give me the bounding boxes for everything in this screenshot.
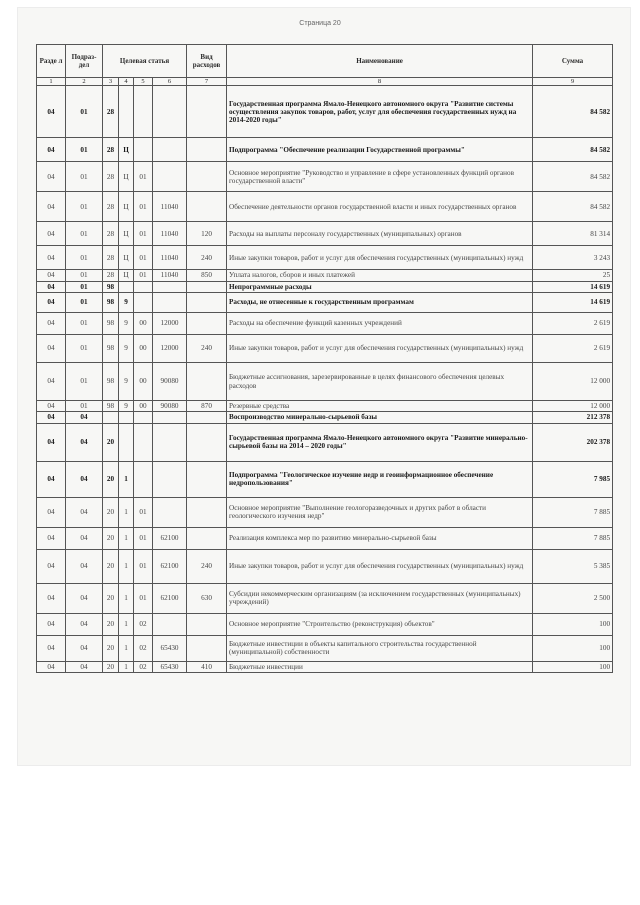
cell-razdel: 04 <box>37 527 66 549</box>
cell-expense-type <box>187 281 227 292</box>
cell-expense-type <box>187 613 227 635</box>
cell-target-program <box>103 412 119 423</box>
cell-name: Обеспечение деятельности органов государственной власти и иных государственных органов <box>227 192 533 222</box>
cell-sum: 84 582 <box>533 162 613 192</box>
cell-target-program: 20 <box>103 635 119 661</box>
cell-razdel: 04 <box>37 613 66 635</box>
table-row <box>37 363 613 401</box>
cell-target-program: 98 <box>103 313 119 335</box>
cell-expense-type <box>187 313 227 335</box>
cell-target-activity <box>134 461 153 497</box>
table-row <box>37 270 613 281</box>
cell-sum: 2 619 <box>533 313 613 335</box>
table-row <box>37 613 613 635</box>
cell-target-activity: 01 <box>134 246 153 270</box>
cell-name: Иные закупки товаров, работ и услуг для обеспечения государственных (муниципальных) нужд <box>227 549 533 583</box>
table-row <box>37 86 613 138</box>
cell-name: Субсидии некоммерческим организациям (за исключением государственных (муниципальных) учреждений) <box>227 583 533 613</box>
cell-name: Расходы, не отнесенные к государственным программам <box>227 293 533 313</box>
cell-expense-type <box>187 412 227 423</box>
table-row <box>37 246 613 270</box>
cell-podrazdel: 01 <box>66 246 103 270</box>
cell-expense-type <box>187 423 227 461</box>
cell-target-activity: 01 <box>134 192 153 222</box>
cell-target-subprogram <box>119 412 134 423</box>
cell-expense-type: 850 <box>187 270 227 281</box>
cell-sum: 25 <box>533 270 613 281</box>
cell-target-subprogram: Ц <box>119 246 134 270</box>
cell-razdel: 04 <box>37 293 66 313</box>
table-row <box>37 293 613 313</box>
cell-target-direction: 11040 <box>153 192 187 222</box>
cell-target-direction <box>153 613 187 635</box>
cell-sum: 7 985 <box>533 461 613 497</box>
cell-name: Подпрограмма "Геологическое изучение недр и геоинформационное обеспечение недропользования" <box>227 461 533 497</box>
col-number: 2 <box>66 78 103 86</box>
cell-target-activity: 00 <box>134 401 153 412</box>
table-row <box>37 281 613 292</box>
cell-razdel: 04 <box>37 401 66 412</box>
cell-target-subprogram <box>119 86 134 138</box>
cell-target-activity: 01 <box>134 549 153 583</box>
cell-target-subprogram: 1 <box>119 549 134 583</box>
cell-podrazdel: 04 <box>66 613 103 635</box>
table-row <box>37 497 613 527</box>
cell-target-direction <box>153 138 187 162</box>
cell-razdel: 04 <box>37 313 66 335</box>
cell-sum: 2 619 <box>533 335 613 363</box>
cell-target-direction: 11040 <box>153 222 187 246</box>
cell-target-subprogram: Ц <box>119 222 134 246</box>
header-podrazdel: Подраз- дел <box>66 45 103 78</box>
cell-target-direction <box>153 461 187 497</box>
cell-razdel: 04 <box>37 281 66 292</box>
cell-name: Расходы на выплаты персоналу государственных (муниципальных) органов <box>227 222 533 246</box>
cell-expense-type <box>187 497 227 527</box>
cell-sum: 100 <box>533 613 613 635</box>
cell-target-program: 28 <box>103 192 119 222</box>
cell-podrazdel: 04 <box>66 583 103 613</box>
cell-target-direction: 65430 <box>153 661 187 672</box>
cell-razdel: 04 <box>37 192 66 222</box>
cell-expense-type <box>187 162 227 192</box>
cell-target-program: 28 <box>103 222 119 246</box>
column-number-row <box>37 78 613 86</box>
cell-podrazdel: 01 <box>66 192 103 222</box>
cell-target-direction <box>153 497 187 527</box>
cell-name: Резервные средства <box>227 401 533 412</box>
cell-name: Иные закупки товаров, работ и услуг для обеспечения государственных (муниципальных) нужд <box>227 335 533 363</box>
table-row <box>37 335 613 363</box>
cell-sum: 7 885 <box>533 497 613 527</box>
cell-name: Уплата налогов, сборов и иных платежей <box>227 270 533 281</box>
cell-podrazdel: 04 <box>66 497 103 527</box>
cell-target-subprogram: 9 <box>119 401 134 412</box>
cell-name: Основное мероприятие "Выполнение геологоразведочных и других работ в области геологического изучения недр" <box>227 497 533 527</box>
cell-expense-type <box>187 527 227 549</box>
cell-sum: 100 <box>533 661 613 672</box>
cell-expense-type <box>187 363 227 401</box>
cell-name: Государственная программа Ямало-Ненецкого автономного округа "Развитие системы осуществления закупок товаров, работ, услуг для обеспечения государственных нужд на 2014-2020 годы" <box>227 86 533 138</box>
cell-target-subprogram: 9 <box>119 313 134 335</box>
cell-podrazdel: 04 <box>66 549 103 583</box>
cell-target-direction <box>153 86 187 138</box>
cell-target-direction <box>153 281 187 292</box>
cell-podrazdel: 01 <box>66 335 103 363</box>
cell-target-program: 20 <box>103 461 119 497</box>
header-row <box>37 45 613 78</box>
cell-target-program: 20 <box>103 613 119 635</box>
cell-target-program: 98 <box>103 281 119 292</box>
table-body <box>37 86 613 672</box>
cell-name: Бюджетные инвестиции <box>227 661 533 672</box>
cell-target-program: 98 <box>103 363 119 401</box>
cell-target-subprogram <box>119 281 134 292</box>
cell-razdel: 04 <box>37 412 66 423</box>
cell-razdel: 04 <box>37 661 66 672</box>
cell-sum: 84 582 <box>533 192 613 222</box>
cell-target-direction: 11040 <box>153 270 187 281</box>
cell-target-activity: 01 <box>134 583 153 613</box>
col-number: 1 <box>37 78 66 86</box>
cell-sum: 81 314 <box>533 222 613 246</box>
cell-podrazdel: 01 <box>66 138 103 162</box>
col-number: 6 <box>153 78 187 86</box>
cell-podrazdel: 01 <box>66 270 103 281</box>
table-row <box>37 549 613 583</box>
cell-target-program: 98 <box>103 293 119 313</box>
cell-target-activity: 01 <box>134 270 153 281</box>
table-row <box>37 527 613 549</box>
cell-target-activity: 02 <box>134 613 153 635</box>
cell-expense-type: 120 <box>187 222 227 246</box>
header-vid-raskhodov: Вид расходов <box>187 45 227 78</box>
cell-target-direction: 62100 <box>153 583 187 613</box>
cell-razdel: 04 <box>37 335 66 363</box>
cell-target-activity <box>134 138 153 162</box>
cell-target-subprogram: 1 <box>119 661 134 672</box>
cell-target-activity <box>134 293 153 313</box>
cell-target-program: 20 <box>103 661 119 672</box>
cell-name: Реализация комплекса мер по развитию минерально-сырьевой базы <box>227 527 533 549</box>
cell-target-activity: 01 <box>134 497 153 527</box>
cell-podrazdel: 04 <box>66 527 103 549</box>
cell-podrazdel: 01 <box>66 293 103 313</box>
col-number: 5 <box>134 78 153 86</box>
cell-target-direction <box>153 412 187 423</box>
cell-target-activity: 02 <box>134 661 153 672</box>
cell-razdel: 04 <box>37 635 66 661</box>
cell-sum: 12 000 <box>533 401 613 412</box>
cell-target-subprogram <box>119 423 134 461</box>
cell-podrazdel: 01 <box>66 162 103 192</box>
header-razdel: Разде л <box>37 45 66 78</box>
cell-razdel: 04 <box>37 549 66 583</box>
cell-sum: 2 500 <box>533 583 613 613</box>
cell-target-program: 20 <box>103 549 119 583</box>
cell-expense-type: 870 <box>187 401 227 412</box>
cell-target-subprogram: 9 <box>119 363 134 401</box>
cell-razdel: 04 <box>37 583 66 613</box>
cell-razdel: 04 <box>37 162 66 192</box>
cell-expense-type: 240 <box>187 246 227 270</box>
cell-target-subprogram: 1 <box>119 461 134 497</box>
cell-name: Бюджетные ассигнования, зарезервированные в целях финансового обеспечения целевых расходов <box>227 363 533 401</box>
cell-target-program: 28 <box>103 270 119 281</box>
cell-podrazdel: 01 <box>66 401 103 412</box>
cell-sum: 84 582 <box>533 138 613 162</box>
cell-target-subprogram: Ц <box>119 138 134 162</box>
cell-sum: 14 619 <box>533 293 613 313</box>
table-row <box>37 661 613 672</box>
cell-sum: 3 243 <box>533 246 613 270</box>
cell-expense-type <box>187 635 227 661</box>
cell-sum: 202 378 <box>533 423 613 461</box>
cell-target-program: 28 <box>103 138 119 162</box>
cell-name: Иные закупки товаров, работ и услуг для обеспечения государственных (муниципальных) нужд <box>227 246 533 270</box>
cell-name: Расходы на обеспечение функций казенных учреждений <box>227 313 533 335</box>
cell-target-program: 20 <box>103 583 119 613</box>
cell-target-subprogram: 9 <box>119 293 134 313</box>
table-row <box>37 222 613 246</box>
table-row <box>37 461 613 497</box>
cell-sum: 100 <box>533 635 613 661</box>
cell-target-subprogram: 1 <box>119 527 134 549</box>
cell-name: Подпрограмма "Обеспечение реализации Государственной программы" <box>227 138 533 162</box>
cell-sum: 84 582 <box>533 86 613 138</box>
cell-razdel: 04 <box>37 497 66 527</box>
cell-target-direction <box>153 293 187 313</box>
cell-target-program: 28 <box>103 246 119 270</box>
cell-target-direction: 62100 <box>153 549 187 583</box>
cell-target-program: 98 <box>103 335 119 363</box>
table-row <box>37 583 613 613</box>
cell-name: Основное мероприятие "Строительство (реконструкция) объектов" <box>227 613 533 635</box>
cell-target-activity: 01 <box>134 162 153 192</box>
cell-razdel: 04 <box>37 270 66 281</box>
cell-name: Государственная программа Ямало-Ненецкого автономного округа "Развитие минерально-сырьевой базы на 2014 – 2020 годы" <box>227 423 533 461</box>
table-row <box>37 635 613 661</box>
cell-expense-type: 630 <box>187 583 227 613</box>
cell-target-program: 98 <box>103 401 119 412</box>
cell-name: Воспроизводство минерально-сырьевой базы <box>227 412 533 423</box>
cell-target-activity <box>134 281 153 292</box>
col-number: 4 <box>119 78 134 86</box>
cell-target-program: 20 <box>103 497 119 527</box>
cell-target-program: 20 <box>103 423 119 461</box>
cell-target-program: 28 <box>103 162 119 192</box>
cell-target-subprogram: Ц <box>119 192 134 222</box>
table-row <box>37 162 613 192</box>
cell-podrazdel: 01 <box>66 222 103 246</box>
cell-razdel: 04 <box>37 222 66 246</box>
header-name: Наименование <box>227 45 533 78</box>
budget-table <box>36 44 613 673</box>
cell-podrazdel: 04 <box>66 635 103 661</box>
cell-razdel: 04 <box>37 138 66 162</box>
cell-target-direction: 65430 <box>153 635 187 661</box>
cell-razdel: 04 <box>37 246 66 270</box>
cell-target-direction <box>153 423 187 461</box>
cell-expense-type: 240 <box>187 335 227 363</box>
cell-target-activity: 02 <box>134 635 153 661</box>
cell-target-direction: 11040 <box>153 246 187 270</box>
cell-expense-type: 410 <box>187 661 227 672</box>
col-number: 9 <box>533 78 613 86</box>
cell-podrazdel: 04 <box>66 661 103 672</box>
cell-target-direction <box>153 162 187 192</box>
cell-podrazdel: 04 <box>66 461 103 497</box>
cell-podrazdel: 01 <box>66 281 103 292</box>
cell-razdel: 04 <box>37 86 66 138</box>
cell-sum: 7 885 <box>533 527 613 549</box>
header-tselevaya-statya: Целевая статья <box>103 45 187 78</box>
cell-name: Основное мероприятие "Руководство и управление в сфере установленных функций органов государственной власти" <box>227 162 533 192</box>
cell-expense-type <box>187 461 227 497</box>
cell-target-activity: 01 <box>134 222 153 246</box>
cell-target-direction: 62100 <box>153 527 187 549</box>
col-number: 3 <box>103 78 119 86</box>
col-number: 7 <box>187 78 227 86</box>
cell-podrazdel: 04 <box>66 423 103 461</box>
cell-target-direction: 90080 <box>153 401 187 412</box>
cell-sum: 14 619 <box>533 281 613 292</box>
cell-target-program: 20 <box>103 527 119 549</box>
table-row <box>37 412 613 423</box>
cell-sum: 212 378 <box>533 412 613 423</box>
cell-target-direction: 12000 <box>153 313 187 335</box>
cell-target-program: 28 <box>103 86 119 138</box>
table-row <box>37 313 613 335</box>
table-row <box>37 138 613 162</box>
cell-podrazdel: 04 <box>66 412 103 423</box>
cell-name: Непрограммные расходы <box>227 281 533 292</box>
cell-razdel: 04 <box>37 461 66 497</box>
cell-podrazdel: 01 <box>66 363 103 401</box>
cell-target-subprogram: 1 <box>119 497 134 527</box>
cell-expense-type <box>187 138 227 162</box>
cell-name: Бюджетные инвестиции в объекты капитального строительства государственной (муниципальной) собственности <box>227 635 533 661</box>
cell-target-subprogram: Ц <box>119 270 134 281</box>
cell-sum: 5 385 <box>533 549 613 583</box>
cell-target-subprogram: 1 <box>119 583 134 613</box>
cell-target-direction: 12000 <box>153 335 187 363</box>
cell-razdel: 04 <box>37 363 66 401</box>
cell-target-activity: 00 <box>134 313 153 335</box>
cell-expense-type <box>187 293 227 313</box>
cell-target-activity <box>134 86 153 138</box>
cell-target-activity <box>134 412 153 423</box>
table-row <box>37 423 613 461</box>
col-number: 8 <box>227 78 533 86</box>
cell-target-activity <box>134 423 153 461</box>
cell-razdel: 04 <box>37 423 66 461</box>
cell-target-subprogram: 1 <box>119 613 134 635</box>
header-sum: Сумма <box>533 45 613 78</box>
cell-sum: 12 000 <box>533 363 613 401</box>
cell-target-activity: 00 <box>134 363 153 401</box>
table-row <box>37 401 613 412</box>
page-header: Страница 20 <box>299 20 341 27</box>
cell-target-activity: 00 <box>134 335 153 363</box>
cell-expense-type <box>187 192 227 222</box>
cell-target-direction: 90080 <box>153 363 187 401</box>
cell-podrazdel: 01 <box>66 313 103 335</box>
cell-expense-type: 240 <box>187 549 227 583</box>
cell-target-subprogram: Ц <box>119 162 134 192</box>
cell-expense-type <box>187 86 227 138</box>
cell-target-activity: 01 <box>134 527 153 549</box>
cell-podrazdel: 01 <box>66 86 103 138</box>
cell-target-subprogram: 9 <box>119 335 134 363</box>
cell-target-subprogram: 1 <box>119 635 134 661</box>
table-row <box>37 192 613 222</box>
